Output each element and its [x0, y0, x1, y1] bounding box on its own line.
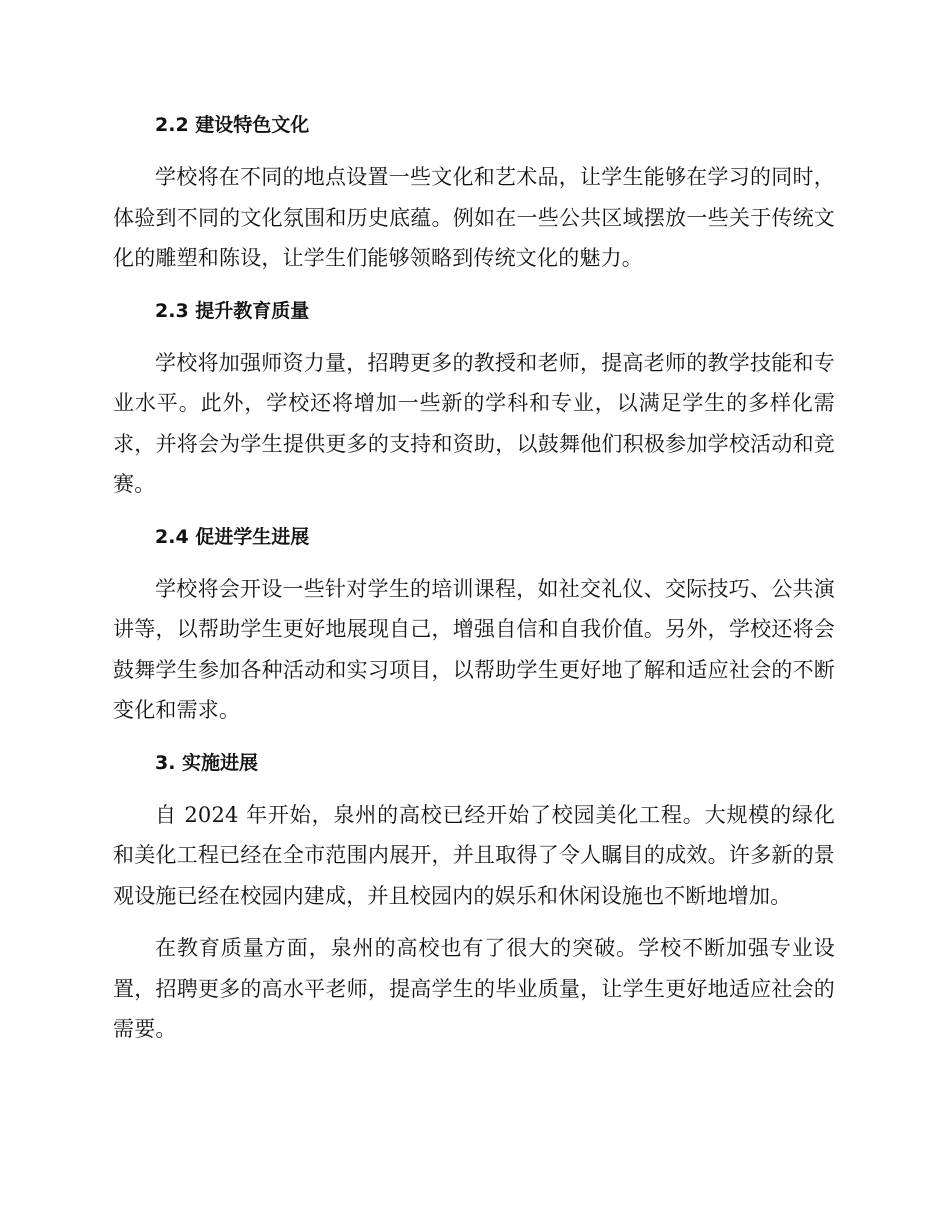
- section-heading: 2.4 促进学生进展: [155, 525, 310, 548]
- paragraph: 学校将在不同的地点设置一些文化和艺术品，让学生能够在学习的同时，体验到不同的文化氛围和历史底蕴。例如在一些公共区域摆放一些关于传统文化的雕塑和陈设，让学生们能够领略到传统文化的魅力。: [113, 165, 835, 270]
- section-2-2: [113, 105, 835, 279]
- section-heading: 2.3 提升教育质量: [155, 299, 310, 322]
- paragraph: 在教育质量方面，泉州的高校也有了很大的突破。学校不断加强专业设置，招聘更多的高水平老师，提高学生的毕业质量，让学生更好地适应社会的需要。: [113, 936, 835, 1041]
- section-2-4: [113, 517, 835, 731]
- paragraph: 自 2024 年开始，泉州的高校已经开始了校园美化工程。大规模的绿化和美化工程已经在全市范围内展开，并且取得了令人瞩目的成效。许多新的景观设施已经在校园内建成，并且校园内的娱乐和休闲设施也不断地增加。: [113, 802, 835, 908]
- document-page: [113, 105, 835, 1062]
- section-2-3: [113, 291, 835, 505]
- section-heading: 2.2 建设特色文化: [155, 114, 310, 136]
- paragraph: 学校将会开设一些针对学生的培训课程，如社交礼仪、交际技巧、公共演讲等，以帮助学生更好地展现自己，增强自信和自我价值。另外，学校还将会鼓舞学生参加各种活动和实习项目，以帮助学生更好地了解和适应社会的不断变化和需求。: [113, 576, 835, 722]
- section-3: [113, 743, 835, 1050]
- section-heading: 3. 实施进展: [155, 751, 259, 774]
- paragraph: 学校将加强师资力量，招聘更多的教授和老师，提高老师的教学技能和专业水平。此外，学校还将增加一些新的学科和专业，以满足学生的多样化需求，并将会为学生提供更多的支持和资助，以鼓舞他们积极参加学校活动和竞赛。: [113, 350, 835, 496]
